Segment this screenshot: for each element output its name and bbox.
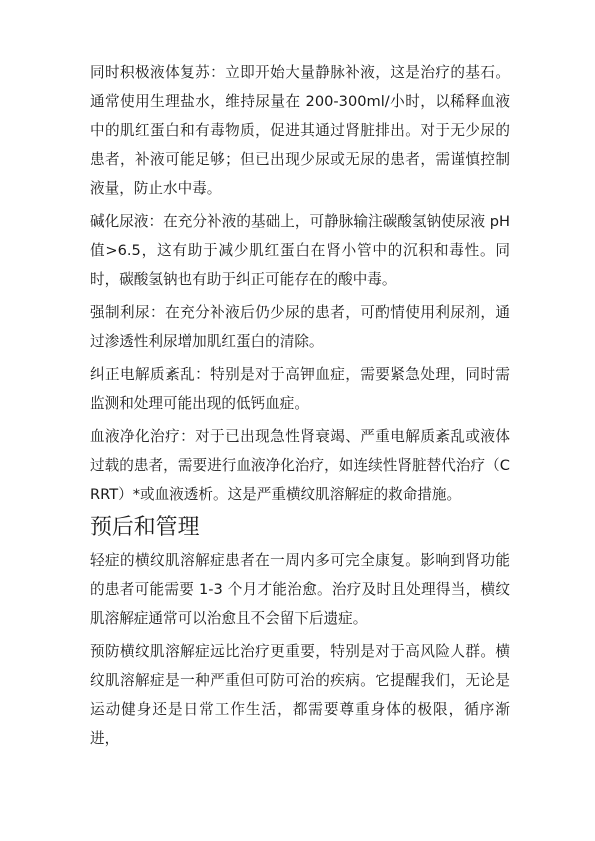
section-heading: 预后和管理 [90, 515, 200, 540]
paragraph-prevention: 预防横纹肌溶解症远比治疗更重要，特别是对于高风险人群。横纹肌溶解症是一种严重但可防可治的疾病。它提醒我们，无论是运动健身还是日常工作生活，都需要尊重身体的极限，循序渐进， [90, 643, 510, 747]
paragraph-fluid-resuscitation: 同时积极液体复苏：立即开始大量静脉补液，这是治疗的基石。通常使用生理盐水，维持尿量在 200-300ml/小时，以稀释血液中的肌红蛋白和有毒物质，促进其通过肾脏排出。对于无少尿的患者，补液可能足够；但已出现少尿或无尿的患者，需谨慎控制液量，防止水中毒。 [90, 64, 510, 197]
paragraph-urine-alkalinization: 碱化尿液：在充分补液的基础上，可静脉输注碳酸氢钠使尿液 pH 值>6.5，这有助于减少肌红蛋白在肾小管中的沉积和毒性。同时，碳酸氢钠也有助于纠正可能存在的酸中毒。 [90, 213, 510, 288]
document-body [90, 58, 510, 757]
paragraph-forced-diuresis: 强制利尿：在充分补液后仍少尿的患者，可酌情使用利尿剂，通过渗透性利尿增加肌红蛋白的清除。 [90, 304, 510, 350]
paragraph-electrolyte-correction: 纠正电解质紊乱：特别是对于高钾血症，需要紧急处理，同时需监测和处理可能出现的低钙血症。 [90, 366, 510, 412]
paragraph-blood-purification: 血液净化治疗：对于已出现急性肾衰竭、严重电解质紊乱或液体过载的患者，需要进行血液净化治疗，如连续性肾脏替代治疗（CRRT）*或血液透析。这是严重横纹肌溶解症的救命措施。 [90, 428, 510, 503]
paragraph-prognosis: 轻症的横纹肌溶解症患者在一周内多可完全康复。影响到肾功能的患者可能需要 1-3 个月才能治愈。治疗及时且处理得当，横纹肌溶解症通常可以治愈且不会留下后遗症。 [90, 552, 510, 627]
